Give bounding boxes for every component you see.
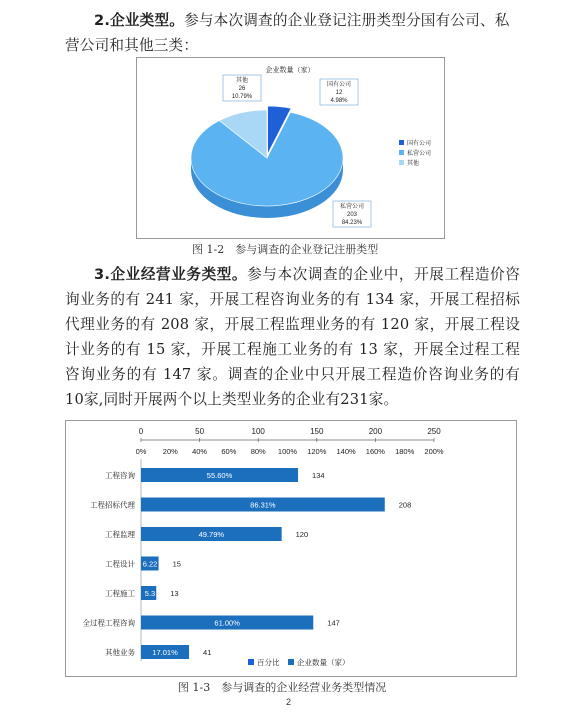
pie-label-value: 203 (346, 212, 358, 218)
percent-axis-tick-label: 200% (424, 447, 444, 456)
legend-swatch-count (288, 659, 294, 665)
count-value-label: 41 (203, 648, 212, 657)
count-value-label: 134 (312, 471, 325, 480)
category-label: 工程监理 (105, 530, 135, 539)
top-axis-tick-label: 100 (251, 427, 265, 436)
category-label: 工程施工 (105, 589, 135, 598)
pie-legend-label: 其他 (407, 161, 420, 167)
percent-label: 55.60% (206, 471, 233, 480)
percent-axis-tick-label: 40% (192, 447, 208, 456)
pie-data-label (333, 201, 371, 227)
pie-label-name: 国有公司 (326, 82, 352, 88)
top-axis-tick-label: 200 (368, 427, 383, 436)
percent-axis-tick-label: 80% (250, 447, 266, 456)
category-label: 全过程工程咨询 (82, 618, 135, 628)
legend-swatch-percent (248, 659, 254, 665)
percent-axis-tick-label: 180% (395, 447, 415, 456)
count-value-label: 208 (398, 500, 412, 510)
pie-legend-swatch (399, 160, 404, 165)
pie-label-value: 26 (238, 86, 246, 92)
percent-axis-tick-label: 160% (365, 447, 385, 456)
percent-axis-tick-label: 60% (221, 447, 237, 456)
top-axis-tick-label: 250 (427, 427, 441, 436)
pie-label-name: 私营公司 (339, 204, 365, 210)
percent-label: 17.01% (152, 648, 178, 657)
category-label: 其他业务 (105, 648, 135, 657)
percent-axis-tick-label: 140% (336, 447, 356, 456)
legend-label-percent: 百分比 (257, 658, 280, 667)
pie-data-label (320, 79, 358, 105)
count-value-label: 13 (170, 589, 179, 598)
pie-label-name: 其他 (235, 78, 249, 84)
pie-chart (137, 58, 444, 238)
pie-legend-label: 私营公司 (407, 151, 432, 157)
percent-axis-tick-label: 0% (135, 447, 147, 456)
bar-chart-frame (65, 420, 517, 677)
percent-axis-tick-label: 20% (162, 447, 178, 456)
top-axis-tick-label: 0 (138, 427, 144, 436)
section2-text: 参与本次调查的企业登记注册类型分国有公司、私营公司和其他三类： (65, 12, 510, 54)
pie-legend-label: 国有公司 (407, 141, 432, 147)
figure-1-3-caption: 图 1-3 参与调查的企业经营业务类型情况 (178, 681, 387, 694)
section3-text: 参与本次调查的企业中，开展工程造价咨询业务的有 241 家，开展工程咨询业务的有 134 家，开展工程招标代理业务的有 208 家，开展工程监理业务的有 120 家，开展工程设计业务的有 15 家，开展工程施工业务的有 13 家，开展全过程工程咨询业务的有 147 家。调查的企业中只开展工程造价咨询业务的有10家,同时开展两个以上类型业务的企业有231家。 (65, 266, 520, 408)
page-number: 2 (286, 697, 292, 707)
pie-legend-swatch (399, 140, 404, 145)
category-label: 工程咨询 (105, 471, 135, 480)
section2-heading: 2.企业类型。 (94, 12, 185, 29)
count-value-label: 15 (172, 559, 181, 569)
pie-title: 企业数量（家） (265, 67, 315, 74)
pie-chart-frame (136, 57, 445, 239)
pie-data-label (223, 75, 261, 101)
percent-label: 86.31% (250, 500, 276, 510)
pie-label-percent: 4.98% (330, 98, 348, 104)
legend-label-count: 企业数量（家） (297, 658, 350, 667)
top-axis-tick-label: 50 (195, 427, 205, 436)
category-label: 工程招标代理 (90, 500, 135, 510)
section2-paragraph (65, 8, 520, 58)
pie-label-percent: 10.79% (231, 94, 253, 100)
percent-label: 5.3 (144, 589, 156, 598)
pie-label-value: 12 (335, 90, 343, 96)
bar-chart (66, 421, 516, 676)
pie-legend-swatch (399, 150, 404, 155)
percent-axis-tick-label: 100% (277, 447, 298, 456)
section3-heading: 3.企业经营业务类型。 (94, 266, 248, 283)
percent-label: 49.79% (198, 530, 225, 539)
top-axis-tick-label: 150 (310, 427, 324, 436)
figure-1-2-caption: 图 1-2 参与调查的企业登记注册类型 (192, 243, 379, 256)
percent-axis-tick-label: 120% (307, 447, 327, 456)
category-label: 工程设计 (105, 559, 135, 569)
pie-label-percent: 84.23% (341, 220, 363, 226)
percent-label: 61.00% (214, 618, 240, 628)
count-value-label: 120 (295, 530, 309, 539)
section3-paragraph (65, 262, 520, 412)
count-value-label: 147 (327, 618, 340, 628)
percent-label: 6.22 (142, 559, 158, 569)
